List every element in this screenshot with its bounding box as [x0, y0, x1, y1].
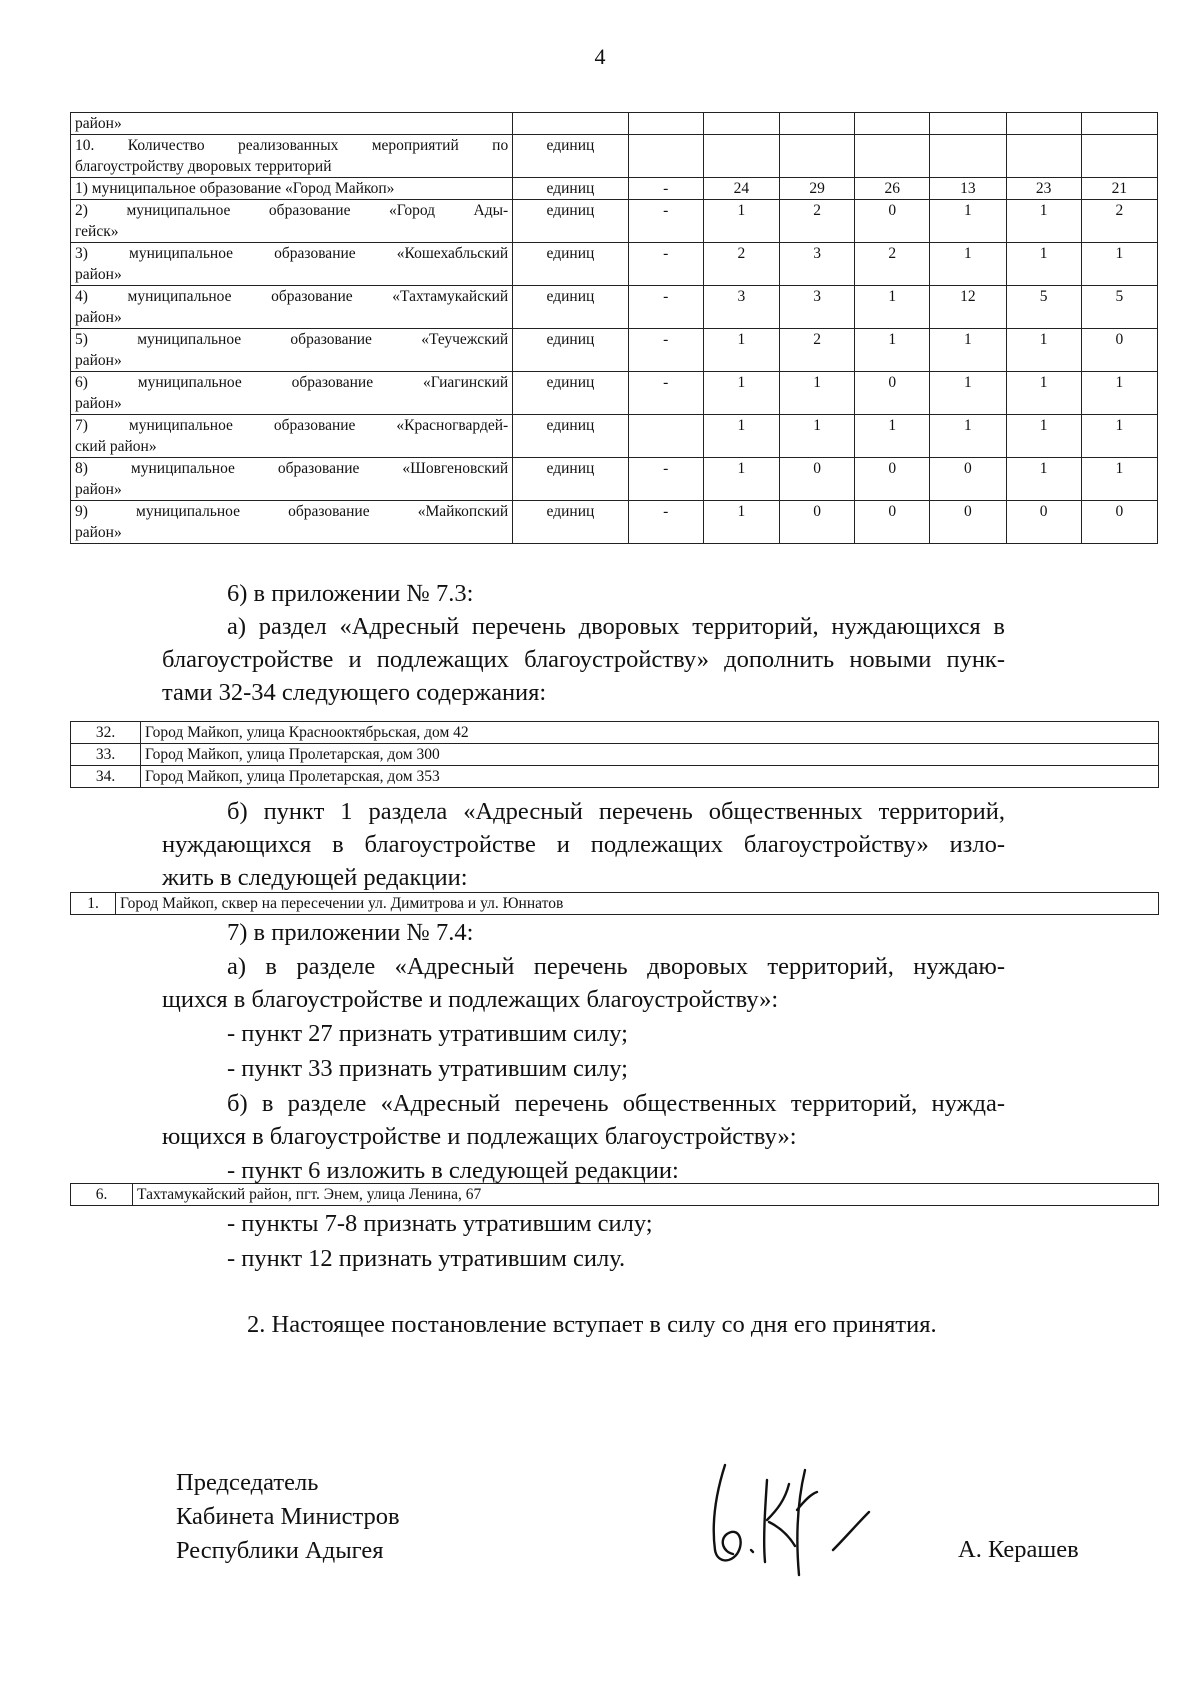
value-cell: 5	[1081, 286, 1157, 329]
value-cell: -	[628, 243, 703, 286]
value-cell: 0	[780, 458, 855, 501]
description-line: район»	[75, 309, 122, 326]
value-cell: 1	[855, 329, 930, 372]
value-cell: 1	[703, 200, 779, 243]
value-cell	[703, 113, 779, 135]
description-line: район»	[75, 266, 122, 283]
value-cell	[855, 113, 930, 135]
description-line: 5) муниципальное образование «Теучежский	[75, 331, 509, 348]
value-cell: 0	[1081, 501, 1157, 544]
value-cell: 1	[1081, 415, 1157, 458]
value-cell: 3	[703, 286, 779, 329]
page-number: 4	[594, 44, 606, 69]
indicator-description	[71, 200, 513, 243]
value-cell: 1	[703, 501, 779, 544]
description-line: район»	[75, 395, 122, 412]
value-cell: 3	[780, 286, 855, 329]
description-line: 8) муниципальное образование «Шовгеновский	[75, 460, 509, 477]
table-row	[71, 893, 1159, 915]
value-cell: 21	[1081, 178, 1157, 200]
value-cell: 1	[930, 200, 1006, 243]
value-cell: 2	[780, 329, 855, 372]
s6b-line-2: нуждающихся в благоустройстве и подлежащих благоустройству» изло-	[162, 831, 1005, 858]
table-row	[71, 178, 1158, 200]
value-cell: 1	[1081, 458, 1157, 501]
s7a-line-1: а) в разделе «Адресный перечень дворовых территорий, нуждаю-	[227, 953, 1005, 980]
value-cell: -	[628, 501, 703, 544]
table-row	[71, 722, 1159, 744]
row-number: 6.	[71, 1184, 133, 1206]
value-cell: 0	[855, 372, 930, 415]
description-line: 1) муниципальное образование «Город Майкоп»	[75, 180, 395, 197]
unit-cell: единиц	[513, 415, 628, 458]
indicator-description	[71, 458, 513, 501]
value-cell: 23	[1006, 178, 1081, 200]
value-cell	[855, 135, 930, 178]
value-cell: 1	[703, 415, 779, 458]
s7b-line-2: ющихся в благоустройстве и подлежащих благоустройству»:	[162, 1123, 797, 1150]
indicator-description	[71, 135, 513, 178]
s7-item-a1: - пункт 27 признать утратившим силу;	[227, 1020, 628, 1047]
value-cell: 29	[780, 178, 855, 200]
description-line: район»	[75, 524, 122, 541]
row-address: Город Майкоп, сквер на пересечении ул. Димитрова и ул. Юннатов	[116, 893, 1159, 915]
value-cell: 0	[855, 200, 930, 243]
indicator-description	[71, 178, 513, 200]
table-row	[71, 372, 1158, 415]
address-table-7-3-a-body	[71, 722, 1159, 788]
value-cell: 1	[1006, 243, 1081, 286]
value-cell: 1	[1006, 372, 1081, 415]
unit-cell: единиц	[513, 329, 628, 372]
value-cell: 2	[703, 243, 779, 286]
value-cell: -	[628, 458, 703, 501]
value-cell: 1	[1006, 415, 1081, 458]
table-row	[71, 286, 1158, 329]
description-line: район»	[75, 352, 122, 369]
s7-item-a2: - пункт 33 признать утратившим силу;	[227, 1055, 628, 1082]
address-table-7-4	[70, 1183, 1159, 1206]
s6b-line-1: б) пункт 1 раздела «Адресный перечень общественных территорий,	[227, 798, 1005, 825]
description-line: 9) муниципальное образование «Майкопский	[75, 503, 509, 520]
value-cell	[1006, 113, 1081, 135]
indicator-description	[71, 113, 513, 135]
row-address: Город Майкоп, улица Краснооктябрьская, дом 42	[141, 722, 1159, 744]
value-cell: 1	[780, 415, 855, 458]
value-cell	[703, 135, 779, 178]
value-cell: 1	[930, 415, 1006, 458]
value-cell	[628, 135, 703, 178]
value-cell: -	[628, 372, 703, 415]
value-cell: 2	[780, 200, 855, 243]
row-address: Тахтамукайский район, пгт. Энем, улица Ленина, 67	[133, 1184, 1159, 1206]
unit-cell: единиц	[513, 501, 628, 544]
table-row	[71, 1184, 1159, 1206]
description-line: 7) муниципальное образование «Красногвардей-	[75, 417, 509, 434]
table-row	[71, 113, 1158, 135]
value-cell	[1081, 135, 1157, 178]
table-row	[71, 501, 1158, 544]
signatory-title-2: Кабинета Министров	[176, 1503, 400, 1530]
s6a-line-3: тами 32-34 следующего содержания:	[162, 679, 547, 706]
value-cell	[1006, 135, 1081, 178]
value-cell: 3	[780, 243, 855, 286]
unit-cell: единиц	[513, 286, 628, 329]
row-number: 1.	[71, 893, 116, 915]
value-cell	[628, 415, 703, 458]
indicators-table-body	[71, 113, 1158, 544]
row-address: Город Майкоп, улица Пролетарская, дом 300	[141, 744, 1159, 766]
address-table-7-3-b	[70, 892, 1159, 915]
value-cell: 1	[930, 243, 1006, 286]
value-cell: 1	[703, 372, 779, 415]
address-table-7-3-a	[70, 721, 1159, 788]
value-cell: 0	[855, 501, 930, 544]
signatory-name: А. Керашев	[958, 1536, 1079, 1563]
s6b-line-3: жить в следующей редакции:	[162, 864, 468, 891]
value-cell: 1	[1081, 243, 1157, 286]
value-cell: 0	[1006, 501, 1081, 544]
s6a-line-2: благоустройстве и подлежащих благоустройству» дополнить новыми пунк-	[162, 646, 1005, 673]
table-row	[71, 458, 1158, 501]
value-cell: -	[628, 178, 703, 200]
indicator-description	[71, 372, 513, 415]
value-cell: 1	[855, 415, 930, 458]
table-row	[71, 329, 1158, 372]
value-cell: 0	[930, 458, 1006, 501]
s7b-line-1: б) в разделе «Адресный перечень общественных территорий, нужда-	[227, 1090, 1005, 1117]
value-cell: 1	[930, 329, 1006, 372]
description-line: район»	[75, 481, 122, 498]
value-cell: 2	[855, 243, 930, 286]
table-row	[71, 243, 1158, 286]
value-cell: 1	[703, 329, 779, 372]
row-number: 33.	[71, 744, 141, 766]
value-cell: 1	[1006, 458, 1081, 501]
value-cell: 12	[930, 286, 1006, 329]
value-cell: 1	[1006, 200, 1081, 243]
description-line: гейск»	[75, 223, 119, 240]
point-2: 2. Настоящее постановление вступает в силу со дня его принятия.	[247, 1311, 937, 1338]
value-cell: 1	[1006, 329, 1081, 372]
description-line: благоустройству дворовых территорий	[75, 158, 332, 175]
table-row	[71, 766, 1159, 788]
indicator-description	[71, 286, 513, 329]
s7-item-b2: - пункты 7-8 признать утратившим силу;	[227, 1210, 653, 1237]
description-line: ский район»	[75, 438, 157, 455]
value-cell	[930, 135, 1006, 178]
value-cell: 0	[930, 501, 1006, 544]
description-line: район»	[75, 115, 122, 132]
value-cell: 0	[855, 458, 930, 501]
description-line: 4) муниципальное образование «Тахтамукайский	[75, 288, 509, 305]
unit-cell: единиц	[513, 372, 628, 415]
signatory-title-1: Председатель	[176, 1469, 319, 1496]
signatory-title-3: Республики Адыгея	[176, 1537, 384, 1564]
description-line: 3) муниципальное образование «Кошехабльский	[75, 245, 509, 262]
unit-cell: единиц	[513, 458, 628, 501]
s7-item-b3: - пункт 12 признать утратившим силу.	[227, 1245, 626, 1272]
value-cell	[628, 113, 703, 135]
value-cell	[780, 135, 855, 178]
s7-item-b1: - пункт 6 изложить в следующей редакции:	[227, 1157, 679, 1184]
indicator-description	[71, 329, 513, 372]
unit-cell	[513, 113, 628, 135]
indicator-description	[71, 415, 513, 458]
row-address: Город Майкоп, улица Пролетарская, дом 353	[141, 766, 1159, 788]
description-line: 6) муниципальное образование «Гиагинский	[75, 374, 509, 391]
value-cell: 5	[1006, 286, 1081, 329]
table-row	[71, 135, 1158, 178]
value-cell: 0	[1081, 329, 1157, 372]
unit-cell: единиц	[513, 243, 628, 286]
indicator-description	[71, 243, 513, 286]
value-cell	[780, 113, 855, 135]
description-line: 2) муниципальное образование «Город Ады-	[75, 202, 509, 219]
signature-image	[705, 1450, 880, 1580]
value-cell: 24	[703, 178, 779, 200]
table-row	[71, 200, 1158, 243]
value-cell: 1	[855, 286, 930, 329]
value-cell: 1	[780, 372, 855, 415]
value-cell: 1	[703, 458, 779, 501]
section-7-heading: 7) в приложении № 7.4:	[227, 919, 474, 946]
row-number: 32.	[71, 722, 141, 744]
unit-cell: единиц	[513, 135, 628, 178]
description-line: 10. Количество реализованных мероприятий по	[75, 137, 509, 154]
section-6-heading: 6) в приложении № 7.3:	[227, 580, 474, 607]
value-cell: -	[628, 329, 703, 372]
value-cell	[930, 113, 1006, 135]
value-cell: 1	[930, 372, 1006, 415]
value-cell: 26	[855, 178, 930, 200]
indicator-description	[71, 501, 513, 544]
value-cell: 13	[930, 178, 1006, 200]
value-cell: 2	[1081, 200, 1157, 243]
table-row	[71, 415, 1158, 458]
s6a-line-1: а) раздел «Адресный перечень дворовых территорий, нуждающихся в	[227, 613, 1005, 640]
unit-cell: единиц	[513, 200, 628, 243]
unit-cell: единиц	[513, 178, 628, 200]
value-cell: 1	[1081, 372, 1157, 415]
value-cell: 0	[780, 501, 855, 544]
value-cell	[1081, 113, 1157, 135]
indicators-table	[70, 112, 1158, 544]
table-row	[71, 744, 1159, 766]
value-cell: -	[628, 286, 703, 329]
s7a-line-2: щихся в благоустройстве и подлежащих благоустройству»:	[162, 986, 779, 1013]
row-number: 34.	[71, 766, 141, 788]
value-cell: -	[628, 200, 703, 243]
